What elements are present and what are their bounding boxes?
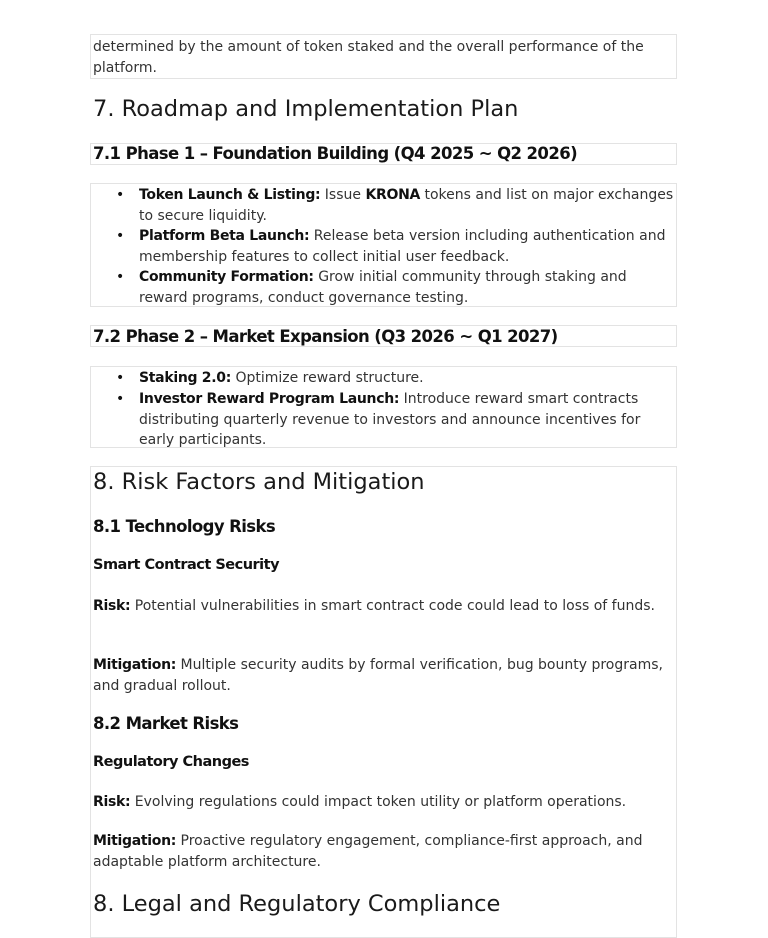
bullet-icon: • xyxy=(116,228,125,244)
legal-compliance-heading: 8. Legal and Regulatory Compliance xyxy=(93,891,501,917)
mitigation-text: Proactive regulatory engagement, compliance-first approach, and adaptable platform architecture. xyxy=(93,833,643,870)
mitigation-text: Multiple security audits by formal verification, bug bounty programs, and gradual rollout. xyxy=(93,657,663,694)
risk-label: Risk: xyxy=(93,794,131,810)
tech-mitigation-paragraph xyxy=(93,655,679,696)
technology-risks-heading: 8.1 Technology Risks xyxy=(93,517,276,536)
tech-risk-paragraph xyxy=(93,596,679,617)
market-mitigation-paragraph xyxy=(93,831,679,872)
list-item-label: Platform Beta Launch: xyxy=(139,228,310,244)
intro-paragraph: determined by the amount of token staked and the overall performance of the platform. xyxy=(93,39,644,76)
regulatory-changes-heading: Regulatory Changes xyxy=(93,754,249,770)
phase-1-heading: 7.1 Phase 1 – Foundation Building (Q4 2025 ~ Q2 2026) xyxy=(93,144,578,163)
mitigation-label: Mitigation: xyxy=(93,657,177,673)
list-item-text: Grow initial community through staking and reward programs, conduct governance testing. xyxy=(139,269,627,306)
section-7-heading: 7. Roadmap and Implementation Plan xyxy=(93,96,519,122)
mitigation-label: Mitigation: xyxy=(93,833,177,849)
bullet-icon: • xyxy=(116,391,125,407)
list-item xyxy=(116,267,675,308)
list-item-text: Release beta version including authentication and membership features to collect initial user feedback. xyxy=(139,228,666,265)
list-item xyxy=(116,185,675,226)
section-8-heading: 8. Risk Factors and Mitigation xyxy=(93,469,425,495)
list-item-text: Optimize reward structure. xyxy=(235,370,424,386)
list-item xyxy=(116,226,675,267)
risk-label: Risk: xyxy=(93,598,131,614)
list-item-text: Introduce reward smart contracts distributing quarterly revenue to investors and announce incentives for early participants. xyxy=(139,391,641,448)
bullet-icon: • xyxy=(116,269,125,285)
list-item xyxy=(116,368,675,389)
bullet-icon: • xyxy=(116,187,125,203)
list-item-text-pre: Issue xyxy=(324,187,366,203)
list-item-label: Staking 2.0: xyxy=(139,370,231,386)
phase-2-heading: 7.2 Phase 2 – Market Expansion (Q3 2026 ~ Q1 2027) xyxy=(93,327,558,346)
list-item-label: Investor Reward Program Launch: xyxy=(139,391,400,407)
list-item-label: Token Launch & Listing: xyxy=(139,187,321,203)
token-name: KRONA xyxy=(365,187,421,203)
list-item-label: Community Formation: xyxy=(139,269,314,285)
risk-text: Potential vulnerabilities in smart contract code could lead to loss of funds. xyxy=(134,598,655,614)
bullet-icon: • xyxy=(116,370,125,386)
market-risks-heading: 8.2 Market Risks xyxy=(93,714,239,733)
smart-contract-security-heading: Smart Contract Security xyxy=(93,557,280,573)
list-item xyxy=(116,389,675,451)
list-item-text: tokens and list on major exchanges to secure liquidity. xyxy=(139,187,674,224)
market-risk-paragraph xyxy=(93,792,679,813)
risk-text: Evolving regulations could impact token utility or platform operations. xyxy=(134,794,627,810)
